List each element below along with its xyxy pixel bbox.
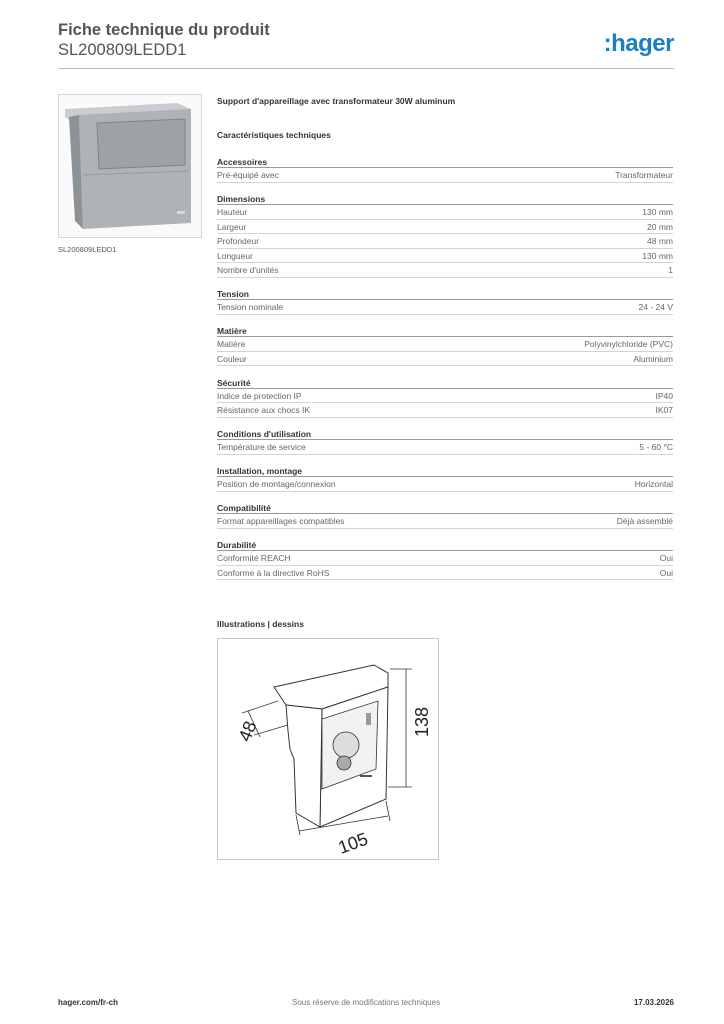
spec-section [217,156,673,183]
spec-row [217,337,673,352]
spec-label: Indice de protection IP [217,390,302,401]
spec-value: Aluminium [633,353,673,364]
photo-caption: SL200809LEDD1 [58,245,117,254]
spec-section [217,428,673,455]
spec-row [217,168,673,183]
spec-section [217,288,673,315]
spec-value: 48 mm [647,236,673,246]
spec-label: Largeur [217,221,247,232]
spec-section [217,539,673,580]
footer-disclaimer: Sous réserve de modifications techniques [292,998,441,1007]
header-divider [58,68,674,69]
spec-row [217,440,673,455]
spec-section [217,325,673,366]
dim-width-label: 105 [335,828,371,858]
spec-value: Horizontal [634,479,673,489]
spec-row [217,477,673,492]
spec-value: Transformateur [615,170,673,180]
spec-value: IK07 [655,405,673,415]
spec-section [217,465,673,492]
product-photo [58,94,202,238]
section-title: Matière [217,325,673,337]
spec-label: Matière [217,339,246,349]
spec-value: IP40 [655,390,673,401]
section-title: Compatibilité [217,502,673,514]
spec-row [217,403,673,418]
spec-label: Tension nominale [217,302,284,312]
spec-label: Longueur [217,250,253,261]
spec-sections [217,156,673,580]
section-title: Installation, montage [217,465,673,477]
spec-value: Oui [659,567,673,578]
spec-value: 5 - 60 °C [639,442,673,452]
product-code: SL200809LEDD1 [58,41,187,59]
spec-row [217,263,673,278]
spec-row [217,352,673,367]
dim-depth-label: 48 [234,718,261,745]
spec-value: 20 mm [647,221,673,232]
spec-row [217,566,673,581]
spec-value: Déjà assemblé [616,516,673,526]
spec-value: Polyvinylchloride (PVC) [584,339,673,349]
hager-logo: :hager [603,30,674,57]
spec-label: Profondeur [217,236,260,246]
spec-row [217,205,673,220]
spec-section [217,193,673,278]
spec-label: Couleur [217,353,247,364]
spec-section [217,377,673,418]
spec-label: Résistance aux chocs IK [217,405,311,415]
spec-row [217,514,673,529]
spec-value: 24 - 24 V [638,302,673,312]
dim-height-label: 138 [412,706,432,737]
spec-value: 1 [668,265,673,275]
specs-column [217,96,673,591]
section-title: Sécurité [217,377,673,389]
dimension-drawing-svg [218,639,438,859]
product-description: Support d'appareillage avec transformateur 30W aluminum [217,96,456,106]
spec-row [217,389,673,404]
spec-label: Conforme à la directive RoHS [217,567,330,578]
spec-label: Nombre d'unités [217,265,279,275]
dimension-drawing [217,638,439,860]
spec-row [217,300,673,315]
page-title: Fiche technique du produit [58,21,270,39]
spec-value: 130 mm [642,207,673,217]
spec-value: Oui [659,553,673,563]
section-title: Dimensions [217,193,673,205]
spec-label: Conformité REACH [217,553,291,563]
tech-heading: Caractéristiques techniques [217,130,331,140]
section-title: Accessoires [217,156,673,168]
section-title: Conditions d'utilisation [217,428,673,440]
spec-row [217,234,673,249]
spec-label: Position de montage/connexion [217,479,336,489]
spec-row [217,220,673,235]
page-header [58,20,674,70]
spec-label: Température de service [217,442,306,452]
section-title: Durabilité [217,539,673,551]
spec-section [217,502,673,529]
footer-website[interactable]: hager.com/fr-ch [58,998,119,1007]
section-title: Tension [217,288,673,300]
spec-label: Format appareillages compatibles [217,516,345,526]
footer-date: 17.03.2026 [633,998,674,1007]
illustrations-title: Illustrations | dessins [217,619,304,629]
spec-row [217,551,673,566]
spec-row [217,249,673,264]
spec-label: Pré-équipé avec [217,170,279,180]
product-image [59,95,201,237]
spec-label: Hauteur [217,207,248,217]
spec-value: 130 mm [642,250,673,261]
